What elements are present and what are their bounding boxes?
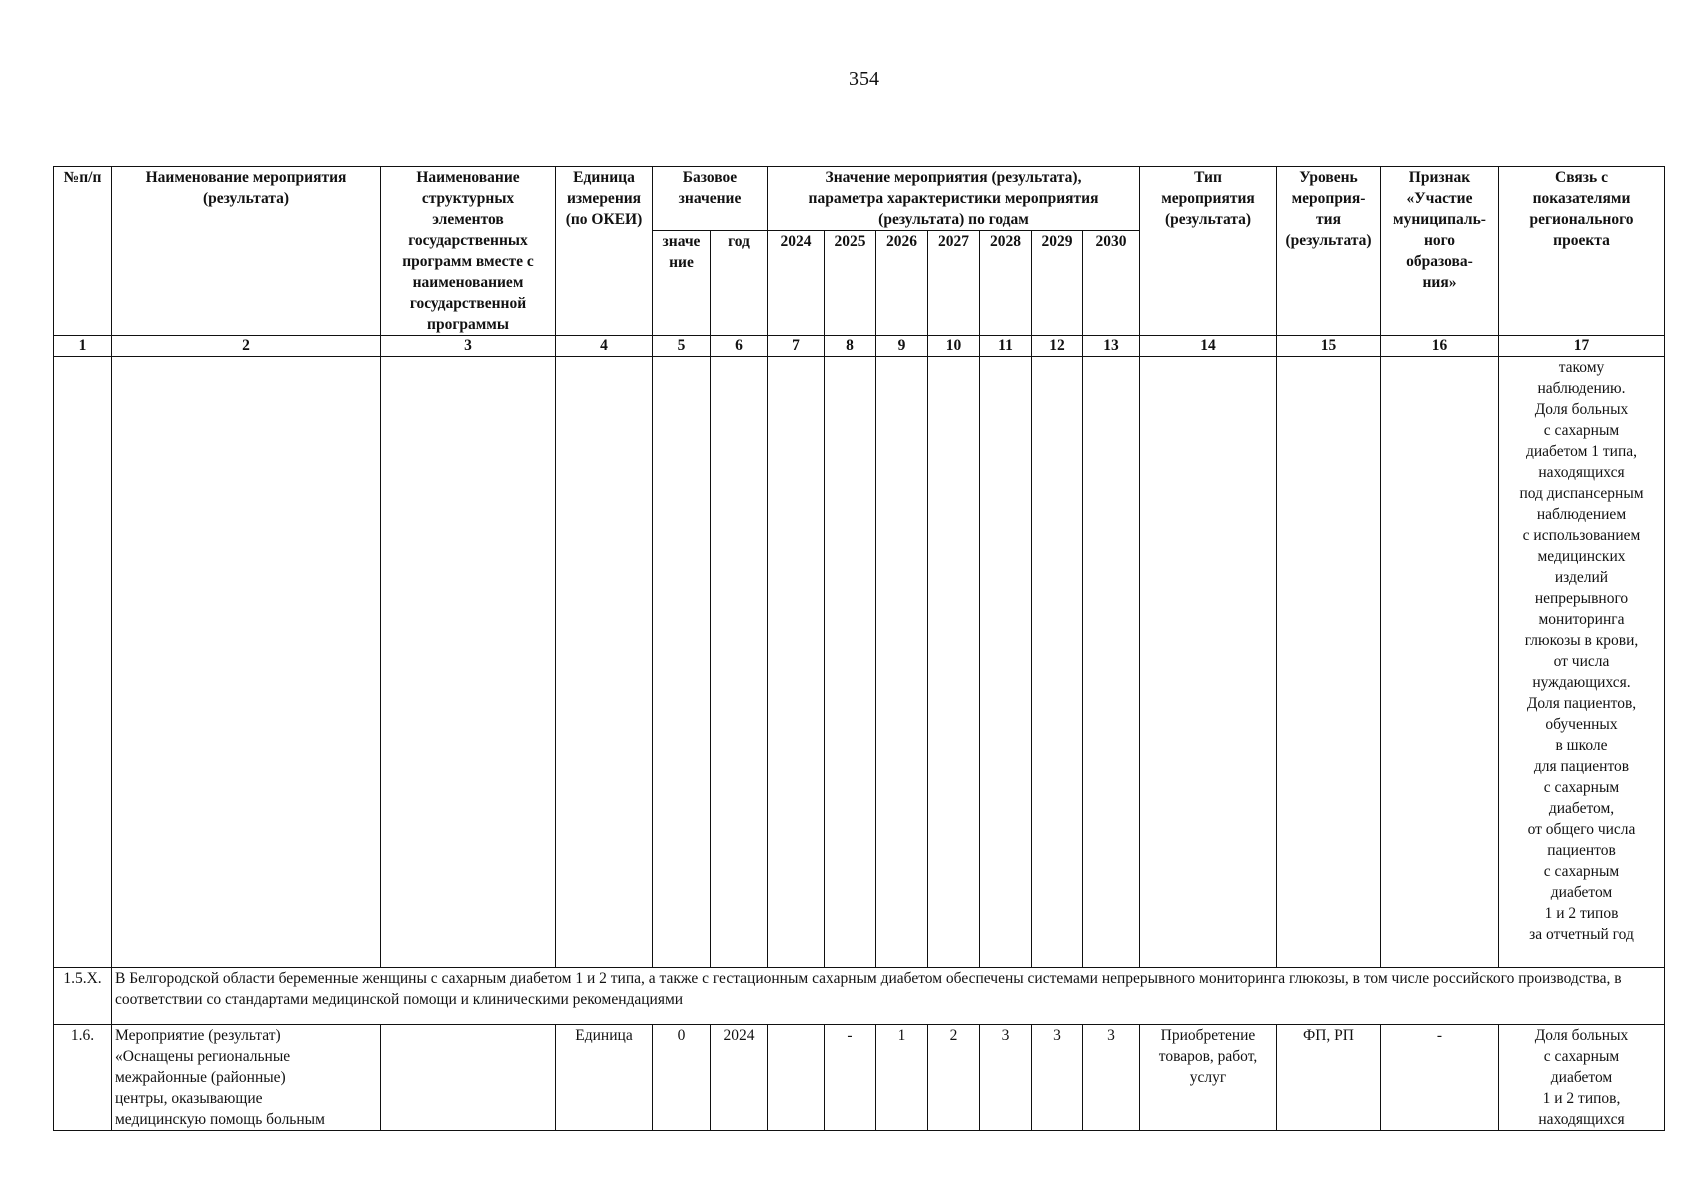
column-number: 17: [1499, 336, 1665, 357]
section-number: 1.5.Х.: [54, 968, 112, 1025]
value-2027: 2: [928, 1025, 980, 1131]
column-number: 12: [1032, 336, 1083, 357]
table-cell: [1277, 357, 1381, 968]
header-year-2026: 2026: [876, 231, 928, 336]
unit: Единица: [556, 1025, 653, 1131]
column-number: 2: [112, 336, 381, 357]
measure-level: ФП, РП: [1277, 1025, 1381, 1131]
header-base-value-value: значе ние: [653, 231, 711, 336]
link-indicators: Доля больных с сахарным диабетом 1 и 2 типов, находящихся: [1499, 1025, 1665, 1131]
column-number: 16: [1381, 336, 1499, 357]
header-row-1: [54, 167, 1665, 231]
table-cell: [1032, 357, 1083, 968]
header-municipal-participation: Признак «Участие муниципаль- ного образова- ния»: [1381, 167, 1499, 336]
value-2029: 3: [1032, 1025, 1083, 1131]
table-cell: [381, 357, 556, 968]
table-cell: [768, 357, 825, 968]
header-year-2027: 2027: [928, 231, 980, 336]
table-cell: [980, 357, 1032, 968]
column-number: 6: [711, 336, 768, 357]
table-cell: [1140, 357, 1277, 968]
municipal-participation: -: [1381, 1025, 1499, 1131]
value-2024: [768, 1025, 825, 1131]
header-year-2029: 2029: [1032, 231, 1083, 336]
table-cell: [112, 357, 381, 968]
table-cell: [711, 357, 768, 968]
table-cell: [825, 357, 876, 968]
column-number: 14: [1140, 336, 1277, 357]
section-row: [54, 968, 1665, 1025]
value-2030: 3: [1083, 1025, 1140, 1131]
column-number: 15: [1277, 336, 1381, 357]
column-number: 3: [381, 336, 556, 357]
section-title: В Белгородской области беременные женщины с сахарным диабетом 1 и 2 типа, а также с гестационным сахарным диабетом обеспечены системами непрерывного мониторинга глюкозы, в том числе российского производства, в соответствии со стандартами медицинской помощи и клиническими рекомендациями: [112, 968, 1665, 1025]
header-measure-level: Уровень мероприя- тия (результата): [1277, 167, 1381, 336]
value-2026: 1: [876, 1025, 928, 1131]
column-number: 9: [876, 336, 928, 357]
header-year-2025: 2025: [825, 231, 876, 336]
page-number: 354: [849, 68, 879, 90]
header-year-2030: 2030: [1083, 231, 1140, 336]
header-measure-type: Тип мероприятия (результата): [1140, 167, 1277, 336]
column-number: 5: [653, 336, 711, 357]
measures-table: [53, 166, 1665, 1131]
column-number: 4: [556, 336, 653, 357]
link-indicators-continued: такому наблюдению. Доля больных с сахарным диабетом 1 типа, находящихся под диспансерным наблюдением с использованием медицинских изделий непрерывного мониторинга глюкозы в крови, от числа нуждающихся. Доля пациентов, обученных в школе для пациентов с сахарным диабетом, от общего числа пациентов с сахарным диабетом 1 и 2 типов за отчетный год: [1499, 357, 1665, 968]
column-number: 10: [928, 336, 980, 357]
header-number: №п/п: [54, 167, 112, 336]
table-cell: [54, 357, 112, 968]
table-cell: [653, 357, 711, 968]
header-link-indicators: Связь с показателями регионального проекта: [1499, 167, 1665, 336]
header-year-2028: 2028: [980, 231, 1032, 336]
structural-element: [381, 1025, 556, 1131]
table-cell: [876, 357, 928, 968]
table-cell: [1083, 357, 1140, 968]
column-number: 11: [980, 336, 1032, 357]
header-base-value-year: год: [711, 231, 768, 336]
header-measure-name: Наименование мероприятия (результата): [112, 167, 381, 336]
table-cell: [928, 357, 980, 968]
column-number: 1: [54, 336, 112, 357]
base-value: 0: [653, 1025, 711, 1131]
table-cell: [1381, 357, 1499, 968]
column-numbers-row: [54, 336, 1665, 357]
continuation-row: [54, 357, 1665, 968]
column-number: 7: [768, 336, 825, 357]
header-values-by-year: Значение мероприятия (результата), параметра характеристики мероприятия (результата) по годам: [768, 167, 1140, 231]
header-unit: Единица измерения (по ОКЕИ): [556, 167, 653, 336]
header-base-value: Базовое значение: [653, 167, 768, 231]
row-number: 1.6.: [54, 1025, 112, 1131]
table-row: [54, 1025, 1665, 1131]
value-2028: 3: [980, 1025, 1032, 1131]
measure-name: Мероприятие (результат) «Оснащены региональные межрайонные (районные) центры, оказывающие медицинскую помощь больным: [112, 1025, 381, 1131]
base-year: 2024: [711, 1025, 768, 1131]
header-structural-elements: Наименование структурных элементов государственных программ вместе с наименованием государственной программы: [381, 167, 556, 336]
measure-type: Приобретение товаров, работ, услуг: [1140, 1025, 1277, 1131]
header-year-2024: 2024: [768, 231, 825, 336]
column-number: 13: [1083, 336, 1140, 357]
value-2025: -: [825, 1025, 876, 1131]
column-number: 8: [825, 336, 876, 357]
table-cell: [556, 357, 653, 968]
